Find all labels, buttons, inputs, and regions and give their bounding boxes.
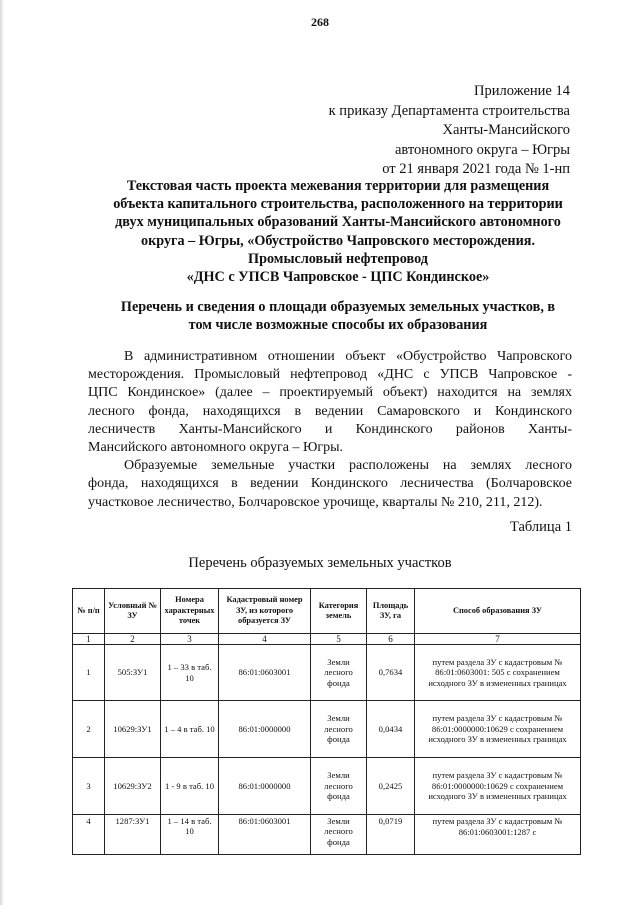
formation-method: путем раздела ЗУ с кадастровым № 86:01:0603001:1287 с	[415, 815, 581, 855]
paragraph-line: фонда, находящихся в ведении Кондинского лесничества (Болчаровское	[88, 476, 572, 492]
row-number: 4	[73, 815, 105, 855]
area: 0,0719	[367, 815, 415, 855]
column-header: Номера характерных точек	[161, 589, 219, 634]
plot-id: 505:ЗУ1	[105, 645, 161, 701]
column-number: 3	[161, 634, 219, 645]
section-title-line: том числе возможные способы их образования	[188, 317, 488, 334]
plot-id: 10629:ЗУ1	[105, 701, 161, 758]
table-header-row	[73, 589, 581, 634]
column-number: 1	[73, 634, 105, 645]
table-label: Таблица 1	[509, 519, 572, 535]
formation-method: путем раздела ЗУ с кадастровым № 86:01:0000000:10629 с сохранением исходного ЗУ в измененных границах	[415, 701, 581, 758]
paragraph-line: Мансийского автономного округа – Югры.	[88, 440, 344, 456]
cadastral-number: 86:01:0000000	[219, 701, 311, 758]
plot-id: 10629:ЗУ2	[105, 758, 161, 815]
page-number: 268	[311, 15, 329, 29]
column-header: № п/п	[73, 589, 105, 634]
title-line: округа – Югры, «Обустройство Чапровского месторождения.	[140, 232, 535, 249]
paragraph-line: участковое лесничество, Болчаровское урочище, кварталы № 210, 211, 212).	[88, 494, 543, 510]
title-line: Промысловый нефтепровод	[248, 250, 428, 267]
area: 0,2425	[367, 758, 415, 815]
title-line: «ДНС с УПСВ Чапровское - ЦПС Кондинское»	[186, 269, 490, 286]
table-row	[73, 701, 581, 758]
body-text	[88, 348, 572, 512]
paragraph-line: В административном отношении объект «Обустройство Чапровского	[124, 349, 572, 364]
scan-edge	[0, 0, 4, 905]
row-number: 1	[73, 645, 105, 701]
column-number-row	[73, 634, 581, 645]
title-line: объекта капитального строительства, расположенного на территории	[113, 196, 563, 213]
appendix-block	[329, 82, 570, 180]
plot-id: 1287:ЗУ1	[105, 815, 161, 855]
appendix-line: автономного округа – Югры	[394, 141, 570, 158]
paragraph-line: месторождения. Промысловый нефтепровод «ДНС с УПСВ Чапровское -	[88, 367, 572, 383]
column-header: Способ образования ЗУ	[415, 589, 581, 634]
area: 0,0434	[367, 701, 415, 758]
points: 1 – 33 в таб. 10	[161, 645, 219, 701]
appendix-line: от 21 января 2021 года № 1-нп	[382, 161, 570, 177]
land-category: Земли лесного фонда	[311, 645, 367, 701]
column-number: 6	[367, 634, 415, 645]
points: 1 - 9 в таб. 10	[161, 758, 219, 815]
table-row	[73, 645, 581, 701]
points: 1 – 4 в таб. 10	[161, 701, 219, 758]
column-number: 4	[219, 634, 311, 645]
land-category: Земли лесного фонда	[311, 815, 367, 855]
column-header: Кадастровый номер ЗУ, из которого образуется ЗУ	[219, 589, 311, 634]
land-category: Земли лесного фонда	[311, 758, 367, 815]
formation-method: путем раздела ЗУ с кадастровым № 86:01:0603001: 505 с сохранением исходного ЗУ в измененных границах	[415, 645, 581, 701]
appendix-line: Приложение 14	[474, 83, 570, 99]
document-title	[60, 177, 616, 286]
appendix-line: к приказу Департамента строительства	[328, 102, 570, 119]
section-title-line: Перечень и сведения о площади образуемых земельных участков, в	[120, 299, 556, 315]
paragraph-line: лесничеств Ханты-Мансийского и Кондинского районов Ханты-	[88, 421, 572, 437]
column-number: 5	[311, 634, 367, 645]
title-line: двух муниципальных образований Ханты-Мансийского автономного	[115, 214, 561, 231]
row-number: 3	[73, 758, 105, 815]
paragraph-line: лесного фонда, находящихся в ведении Самаровского и Кондинского	[88, 403, 572, 419]
cadastral-number: 86:01:0603001	[219, 815, 311, 855]
formation-method: путем раздела ЗУ с кадастровым № 86:01:0000000:10629 с сохранением исходного ЗУ в измененных границах	[415, 758, 581, 815]
table-row	[73, 815, 581, 855]
section-title	[60, 298, 616, 334]
column-header: Категория земель	[311, 589, 367, 634]
land-plots-table	[72, 588, 581, 855]
points: 1 – 14 в таб. 10	[161, 815, 219, 855]
paragraph-line: ЦПС Кондинское» (далее – проектируемый объект) находится на землях	[88, 385, 572, 401]
land-category: Земли лесного фонда	[311, 701, 367, 758]
table-row	[73, 758, 581, 815]
area: 0,7634	[367, 645, 415, 701]
cadastral-number: 86:01:0603001	[219, 645, 311, 701]
row-number: 2	[73, 701, 105, 758]
cadastral-number: 86:01:0000000	[219, 758, 311, 815]
appendix-line: Ханты-Мансийского	[442, 122, 570, 138]
column-number: 2	[105, 634, 161, 645]
table-caption: Перечень образуемых земельных участков	[188, 555, 452, 571]
title-line: Текстовая часть проекта межевания территории для размещения	[126, 178, 550, 194]
column-number: 7	[415, 634, 581, 645]
column-header: Условный № ЗУ	[105, 589, 161, 634]
column-header: Площадь ЗУ, га	[367, 589, 415, 634]
paragraph-line: Образуемые земельные участки расположены на землях лесного	[124, 458, 572, 474]
